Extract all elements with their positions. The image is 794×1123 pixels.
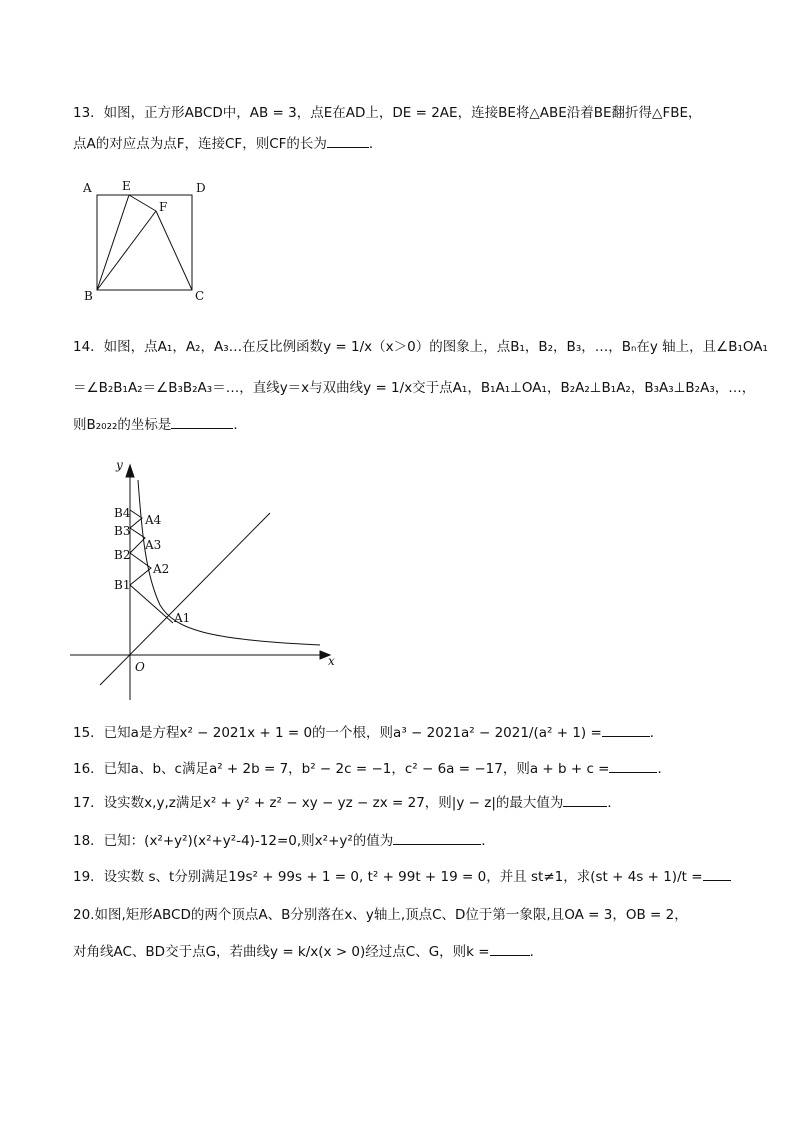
segment-cf	[156, 211, 192, 290]
answer-blank[interactable]	[171, 414, 233, 429]
q13-square-figure	[80, 178, 210, 303]
label-a2: A2	[153, 562, 170, 576]
q14-hyperbola-figure	[70, 455, 340, 705]
answer-blank[interactable]	[703, 866, 731, 881]
label-b: B	[84, 289, 93, 303]
segment-ef	[129, 195, 156, 211]
label-b1: B1	[114, 578, 131, 592]
q14-line1: 14．如图，点A₁，A₂，A₃…在反比例函数y = 1/x（x＞0）的图象上，点B₁，B₂，B₃，…，Bₙ在y 轴上，且∠B₁OA₁	[73, 339, 768, 355]
q15-line: 15．已知a是方程x² − 2021x + 1 = 0的一个根，则a³ − 2021a² − 2021/(a² + 1) = ．	[73, 722, 663, 743]
label-e: E	[122, 179, 131, 193]
y-axis-arrow	[126, 465, 134, 477]
label-b4: B4	[114, 506, 131, 520]
label-y: y	[116, 458, 123, 472]
line-y-equals-x	[100, 513, 270, 685]
label-a4: A4	[145, 513, 162, 527]
label-f: F	[159, 200, 168, 214]
label-a3: A3	[145, 538, 162, 552]
answer-blank[interactable]	[563, 792, 607, 807]
q14-line2: ＝∠B₂B₁A₂＝∠B₃B₂A₃＝…，直线y＝x与双曲线y = 1/x交于点A₁，B₁A₁⊥OA₁，B₂A₂⊥B₁A₂，B₃A₃⊥B₂A₃，…，	[73, 380, 756, 396]
q19-line: 19．设实数 s、t分别满足19s² + 99s + 1 = 0, t² + 99t + 19 = 0，并且 st≠1，求(st + 4s + 1)/t =	[73, 866, 731, 887]
segment-be	[97, 195, 129, 290]
q18-line: 18．已知：(x²+y²)(x²+y²-4)-12=0,则x²+y²的值为 ．	[73, 830, 495, 851]
answer-blank[interactable]	[327, 133, 369, 148]
label-c: C	[195, 289, 205, 303]
answer-blank[interactable]	[602, 722, 650, 737]
answer-blank[interactable]	[490, 941, 530, 956]
answer-blank[interactable]	[393, 830, 481, 845]
answer-blank[interactable]	[609, 758, 657, 773]
label-d: D	[196, 181, 206, 195]
q13-line1: 13．如图，正方形ABCD中，AB = 3，点E在AD上，DE = 2AE，连接BE将△ABE沿着BE翻折得△FBE，	[73, 105, 702, 121]
q13-line2: 点A的对应点为点F，连接CF，则CF的长为 ．	[73, 133, 382, 154]
label-b2: B2	[114, 548, 131, 562]
label-o: O	[135, 660, 145, 674]
label-a: A	[83, 181, 92, 195]
segment-bf	[97, 211, 156, 290]
q20-line1: 20.如图,矩形ABCD的两个顶点A、B分别落在x、y轴上,顶点C、D位于第一象限,且OA = 3，OB = 2，	[73, 907, 688, 923]
label-x: x	[328, 654, 335, 668]
zigzag-b1-a1	[130, 585, 173, 623]
q14-line3: 则B₂₀₂₂的坐标是 ．	[73, 414, 247, 435]
label-b3: B3	[114, 524, 131, 538]
zigzag-b1-a2-b2	[130, 553, 151, 585]
q20-line2: 对角线AC、BD交于点G，若曲线y = k/x(x > 0)经过点C、G，则k = ．	[73, 941, 543, 962]
square-abcd	[97, 195, 192, 290]
label-a1: A1	[174, 611, 191, 625]
q16-line: 16．已知a、b、c满足a² + 2b = 7，b² − 2c = −1，c² − 6a = −17，则a + b + c = ．	[73, 758, 671, 779]
q17-line: 17．设实数x,y,z满足x² + y² + z² − xy − yz − zx = 27，则|y − z|的最大值为 ．	[73, 792, 621, 813]
